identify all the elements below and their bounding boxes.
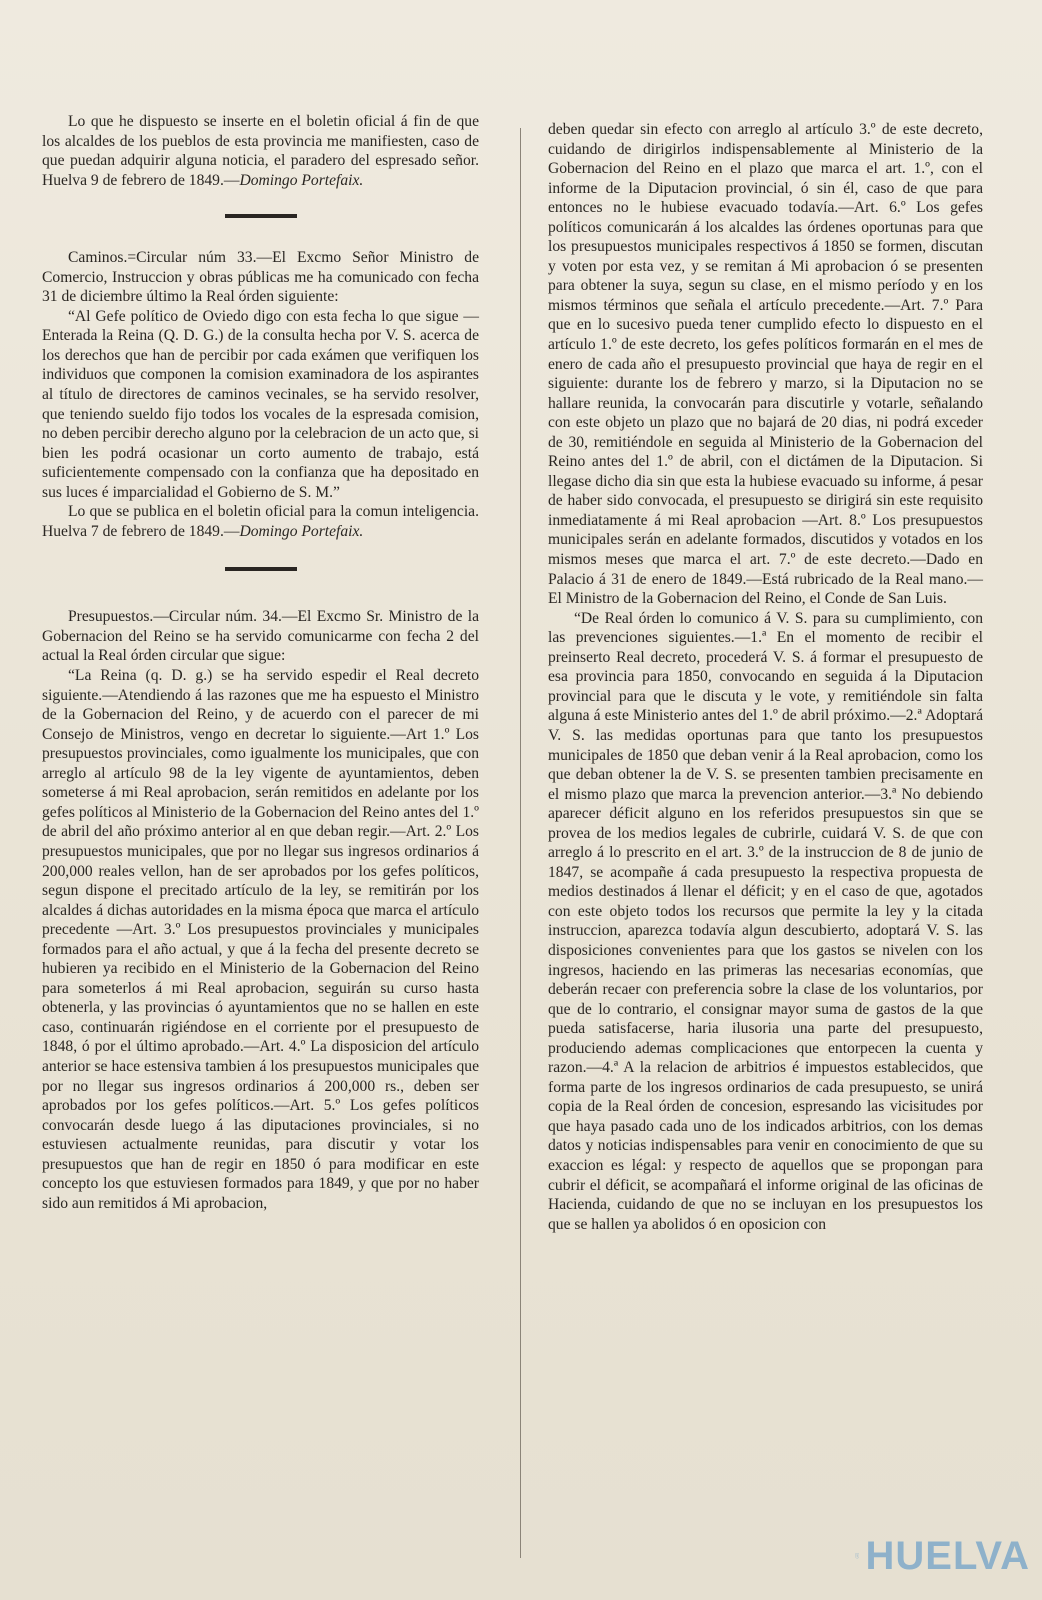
circular-33-closing bbox=[42, 502, 479, 541]
watermark-text: HUELVA bbox=[865, 1533, 1030, 1578]
circular-33-body: “Al Gefe político de Oviedo digo con esta fecha lo que sigue —Enterada la Reina (Q. D. G.) de la consulta hecha por V. S. acerca de los derechos que han de percibir por cada exámen que verifiquen los individuos que componen la comision examinadora de los aspirantes al título de directores de caminos vecinales, se ha servido resolver, que teniendo sueldo fijo todos los vocales de la espresada comision, no deben percibir derecho alguno por la celebracion de un acto que, si bien les podrá ocasionar un corto aumento de trabajo, está suficientemente compensado con la confianza que ha depositado en sus luces é imparcialidad el Gobierno de S. M.” bbox=[42, 307, 479, 501]
archive-watermark bbox=[855, 1525, 1030, 1587]
notice-text: Lo que he dispuesto se inserte en el boletin oficial á fin de que los alcaldes de los pueblos de esta provincia me manifiesten, caso de que puedan adquirir alguna noticia, el paradero del espresado señor. Huelva 9 de febrero de 1849.— bbox=[42, 113, 479, 189]
section-divider bbox=[225, 567, 297, 571]
shield-icon bbox=[855, 1529, 859, 1583]
signature: Domingo Portefaix. bbox=[239, 522, 364, 540]
circular-34-heading: Presupuestos.—Circular núm. 34.—El Excmo Sr. Ministro de la Gobernacion del Reino se ha servido comunicarme con fecha 2 del actual la Real órden circular que sigue: bbox=[42, 608, 479, 665]
royal-order-prevenciones: “De Real órden lo comunico á V. S. para su cumplimiento, con las prevenciones siguientes.—1.ª En el momento de recibir el preinserto Real decreto, procederá V. S. á formar el presupuesto de esa provincia para 1850, convocando en seguida á la Diputacion provincial para que le discuta y le vote, y remitiéndole sin falta alguna á este Ministerio antes del 1.º de abril próximo.—2.ª Adoptará V. S. las medidas oportunas para que tanto los presupuestos municipales de 1850 que deban venir á la Real aprobacion, como los que deban obtener la de V. S. se presenten tambien precisamente en el mismo plazo que marca la prevencion anterior.—3.ª No debiendo aparecer déficit alguno en los referidos presupuestos sin que se provea de los medios legales de cubrirle, cuidará V. S. de que con arreglo á lo prescrito en el art. 3.º de la instruccion de 8 de junio de 1847, se acompañe á cada presupuesto la respectiva propuesta de medios destinados á llenar el déficit; y en el caso de que, agotados con este objeto todos los recursos que permite la ley y la citada instruccion, aparezca todavía algun descubierto, adoptará V. S. las disposiciones convenientes para que los gastos se nivelen con los ingresos, haciendo en las primeras las necesarias economías, que deberán recaer con preferencia sobre la clase de los voluntarios, por que de lo contrario, el consignar mayor suma de gastos de la que pueda satisfacerse, haria ilusoria una parte del presupuesto, produciendo ademas complicaciones que entorpecen la cuenta y razon.—4.ª A la relacion de arbitrios é impuestos establecidos, que forma parte de los ingresos ordinarios de cada presupuesto, se unirá copia de la Real órden de concesion, espresando las vicisitudes por que haya pasado cada uno de los indicados arbitrios, con los demas datos y noticias indispensables para venir en conocimiento de que su exaccion es légal: y respecto de aquellos que se propongan para cubrir el déficit, se acompañará el informe original de las oficinas de Hacienda, cuidando de que no se incluyan en los presupuestos los que se hallen ya abolidos ó en oposicion con bbox=[548, 609, 983, 1233]
notice-paragraph bbox=[42, 112, 479, 190]
left-column bbox=[42, 112, 479, 1213]
decree-continuation: deben quedar sin efecto con arreglo al artículo 3.º de este decreto, cuidando de dirigirlos indispensablemente al Ministerio de la Gobernacion del Reino en el plazo que marca el art. 1.º, con el informe de la Diputacion provincial, ó sin él, caso de que para entonces no le hubiese evacuado todavía.—Art. 6.º Los gefes políticos comunicarán á los alcaldes las órdenes oportunas para que los presupuestos municipales respectivos á 1850 se formen, discutan y voten por esta vez, y se remitan á Mi aprobacion ó se presenten para obtener la suya, segun su clase, en el mismo período y en los mismos términos que señala el artículo precedente.—Art. 7.º Para que en lo sucesivo pueda tener cumplido efecto lo dispuesto en el artículo 1.º de este decreto, los gefes políticos formarán en el mes de enero de cada año el presupuesto provincial que haya de regir en el siguiente: durante los de febrero y marzo, si la Diputacion no se hallare reunida, la convocarán para discutirle y votarle, señalando con este objeto un plazo que no bajará de 20 dias, ni podrá exceder de 30, remitiéndole en seguida al Ministerio de la Gobernacion del Reino antes del 1.º de abril, con el dictámen de la Diputacion. Si llegase dicho dia sin que esta la hubiese evacuado su informe, á pesar de haber sido convocada, el presupuesto se dirigirá sin este requisito inmediatamente á mi Real aprobacion —Art. 8.º Los presupuestos municipales serán en adelante formados, discutidos y votados en los mismos meses que marca el art. 7.º de este decreto.—Dado en Palacio á 31 de enero de 1849.—Está rubricado de la Real mano.—El Ministro de la Gobernacion del Reino, el Conde de San Luis. bbox=[548, 121, 983, 608]
closing-text: Lo que se publica en el boletin oficial para la comun inteligencia. Huelva 7 de febrero de 1849.— bbox=[42, 503, 479, 540]
circular-33-heading: Caminos.=Circular núm 33.—El Excmo Señor Ministro de Comercio, Instruccion y obras públicas me ha comunicado con fecha 31 de diciembre último la Real órden siguiente: bbox=[42, 249, 479, 306]
circular-34-decree: “La Reina (q. D. g.) se ha servido espedir el Real decreto siguiente.—Atendiendo á las razones que me ha espuesto el Ministro de la Gobernacion del Reino, y de acuerdo con el parecer de mi Consejo de Ministros, vengo en decretar lo siguiente.—Art 1.º Los presupuestos provinciales, como igualmente los municipales, que con arreglo al artículo 98 de la ley vigente de ayuntamientos, deben someterse á mi Real aprobacion, serán remitidos en adelante por los gefes políticos al Ministerio de la Gobernacion del Reino antes del 1.º de abril del año próximo anterior al en que deban regir.—Art. 2.º Los presupuestos municipales, que por no llegar sus ingresos ordinarios á 200,000 reales vellon, han de ser aprobados por los gefes políticos, segun dispone el precitado artículo de la ley, se remitirán por los alcaldes á dichas autoridades en la misma época que marca el artículo precedente —Art. 3.º Los presupuestos provinciales y municipales formados para el año actual, y que á la fecha del presente decreto se hubieren ya recibido en el Ministerio de la Gobernacion del Reino para someterlos á mi Real aprobacion, seguirán su curso hasta obtenerla, y las provincias ó ayuntamientos que no se hallen en este caso, continuarán rigiéndose en el corriente por el presupuesto de 1848, ó por el último aprobado.—Art. 4.º La disposicion del artículo anterior se hace estensiva tambien á los presupuestos municipales que por no llegar sus ingresos ordinarios á 200,000 rs., deben ser aprobados por los gefes políticos.—Art. 5.º Los gefes políticos convocarán desde luego á las diputaciones provinciales, si no estuviesen actualmente reunidas, para discutir y votar los presupuestos que han de regir en 1850 ó para modificar en este concepto los que estuviesen formados para 1849, y que por no haber sido aun remitidos á Mi aprobacion, bbox=[42, 667, 479, 1212]
signature: Domingo Portefaix. bbox=[239, 171, 364, 189]
section-divider bbox=[225, 214, 297, 218]
column-rule bbox=[520, 128, 521, 1558]
right-column bbox=[548, 120, 983, 1234]
